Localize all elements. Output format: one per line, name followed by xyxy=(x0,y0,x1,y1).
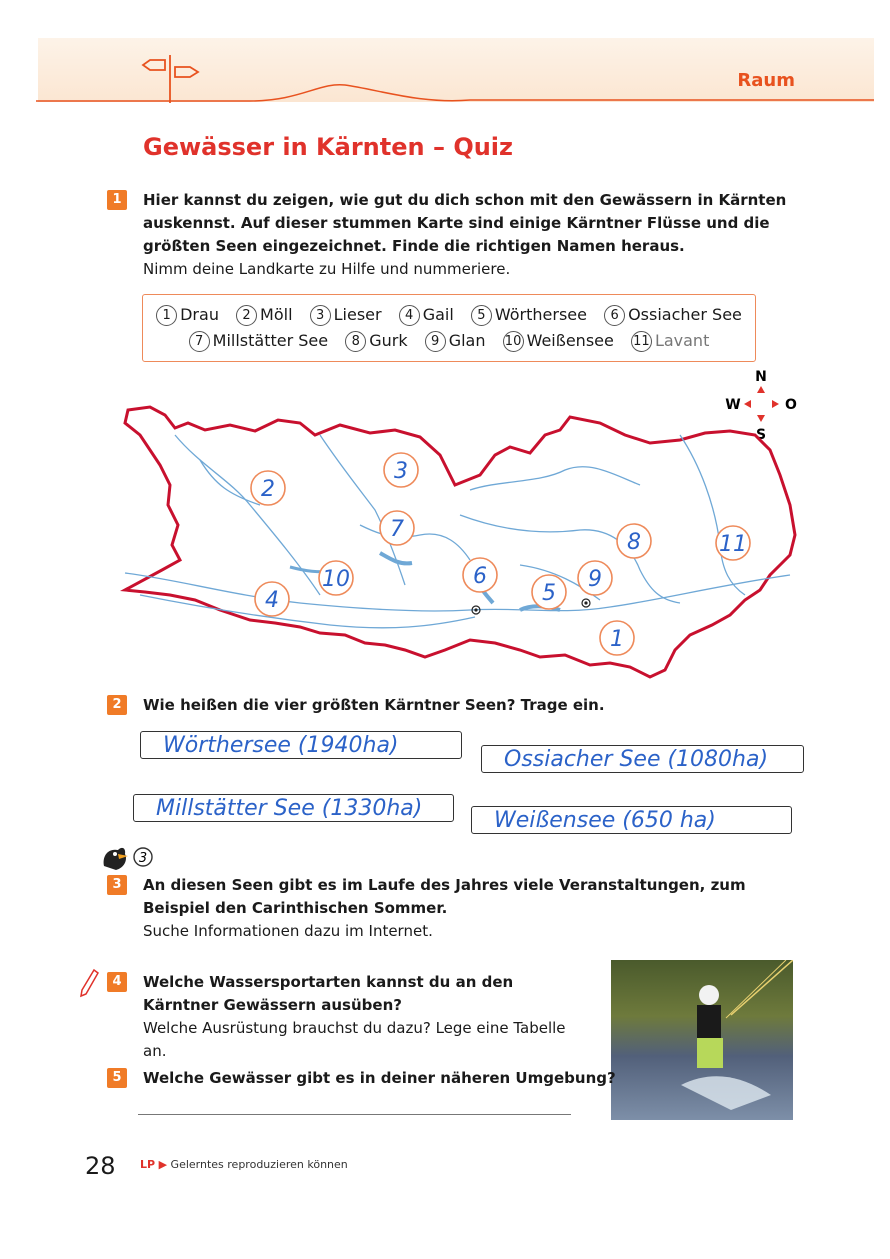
task-1-text xyxy=(143,189,803,281)
map-label-number: 1 xyxy=(610,627,624,652)
map-label-number: 9 xyxy=(588,567,602,592)
task-number-1: 1 xyxy=(107,190,127,210)
task-5-text: Welche Gewässer gibt es in deiner näheren Umgebung? xyxy=(143,1069,616,1087)
map-label-number: 8 xyxy=(627,530,641,555)
legend-item: 11 Lavant xyxy=(631,331,709,352)
legend-item: 5 Wörthersee xyxy=(471,305,587,326)
legend-item: 10 Weißensee xyxy=(503,331,614,352)
legend-item: 2 Möll xyxy=(236,305,292,326)
map-label-number: 4 xyxy=(265,588,279,613)
task-number-2: 2 xyxy=(107,695,127,715)
compass-w: W xyxy=(725,397,741,413)
task-number-4: 4 xyxy=(107,972,127,992)
badge-number: 3 xyxy=(138,851,148,866)
footer-note: LP ▶ Gelerntes reproduzieren können xyxy=(140,1158,348,1171)
arrow-north-icon xyxy=(757,386,765,393)
legend-item: 4 Gail xyxy=(399,305,454,326)
task-4-text: Welche Wassersportarten kannst du an den Kärntner Gewässern ausüben? Welche Ausrüstung brauchst du dazu? Lege eine Tabelle an. xyxy=(143,973,566,1060)
map-label-number: 7 xyxy=(390,517,404,542)
map-label-number: 3 xyxy=(394,459,408,484)
answer-field-4[interactable]: Weißensee (650 ha) xyxy=(471,806,792,834)
bird-mascot-icon xyxy=(98,840,158,875)
map-label-number: 11 xyxy=(719,532,747,557)
task-5-answer-line[interactable] xyxy=(138,1114,571,1115)
legend-item: 3 Lieser xyxy=(310,305,382,326)
river-drau xyxy=(125,573,790,611)
river-gurk xyxy=(460,515,680,603)
compass-o: O xyxy=(785,397,797,413)
section-label: Raum xyxy=(737,70,795,91)
legend-item: 9 Glan xyxy=(425,331,486,352)
legend-box xyxy=(142,294,756,362)
answer-field-1[interactable]: Wörthersee (1940ha) xyxy=(140,731,462,759)
map-label-number: 2 xyxy=(261,477,275,502)
compass-n: N xyxy=(755,369,767,385)
task-2-text: Wie heißen die vier größten Kärntner Seen? Trage ein. xyxy=(143,696,605,714)
wakeboard-photo xyxy=(611,960,793,1120)
page-number: 28 xyxy=(85,1152,116,1180)
answer-field-3[interactable]: Millstätter See (1330ha) xyxy=(133,794,454,822)
task-1-instruction: Hier kannst du zeigen, wie gut du dich schon mit den Gewässern in Kärnten auskennst. Auf dieser stummen Karte sind einige Kärntner Flüsse und die größten Seen eingezeichnet. Finde die richtigen Namen heraus. xyxy=(143,191,787,255)
legend-row-2 xyxy=(143,331,755,352)
compass-s: S xyxy=(755,427,767,443)
legend-row-1 xyxy=(143,305,755,326)
map-label-number: 5 xyxy=(542,581,556,606)
task-3-text: An diesen Seen gibt es im Laufe des Jahres viele Veranstaltungen, zum Beispiel den Carinthischen Sommer. Suche Informationen dazu im Internet. xyxy=(143,876,746,940)
signpost-icon xyxy=(143,55,198,103)
map-label-number: 10 xyxy=(322,567,350,592)
pencil-icon xyxy=(78,968,100,998)
task-1-hint: Nimm deine Landkarte zu Hilfe und nummeriere. xyxy=(143,260,511,278)
river-lavant xyxy=(680,435,745,595)
task-number-3: 3 xyxy=(107,875,127,895)
task-number-5: 5 xyxy=(107,1068,127,1088)
page-title: Gewässer in Kärnten – Quiz xyxy=(143,133,513,161)
state-border xyxy=(125,407,795,677)
river-moell xyxy=(175,435,320,595)
legend-item: 8 Gurk xyxy=(345,331,407,352)
legend-item: 1 Drau xyxy=(156,305,219,326)
header-decoration xyxy=(0,0,890,120)
answer-field-2[interactable]: Ossiacher See (1080ha) xyxy=(481,745,804,773)
arrow-right-icon: ▶ xyxy=(158,1158,168,1171)
legend-item: 7 Millstätter See xyxy=(189,331,328,352)
legend-item: 6 Ossiacher See xyxy=(604,305,742,326)
map-label-number: 6 xyxy=(473,564,487,589)
rivers xyxy=(125,435,790,628)
carinthia-map xyxy=(0,395,890,705)
